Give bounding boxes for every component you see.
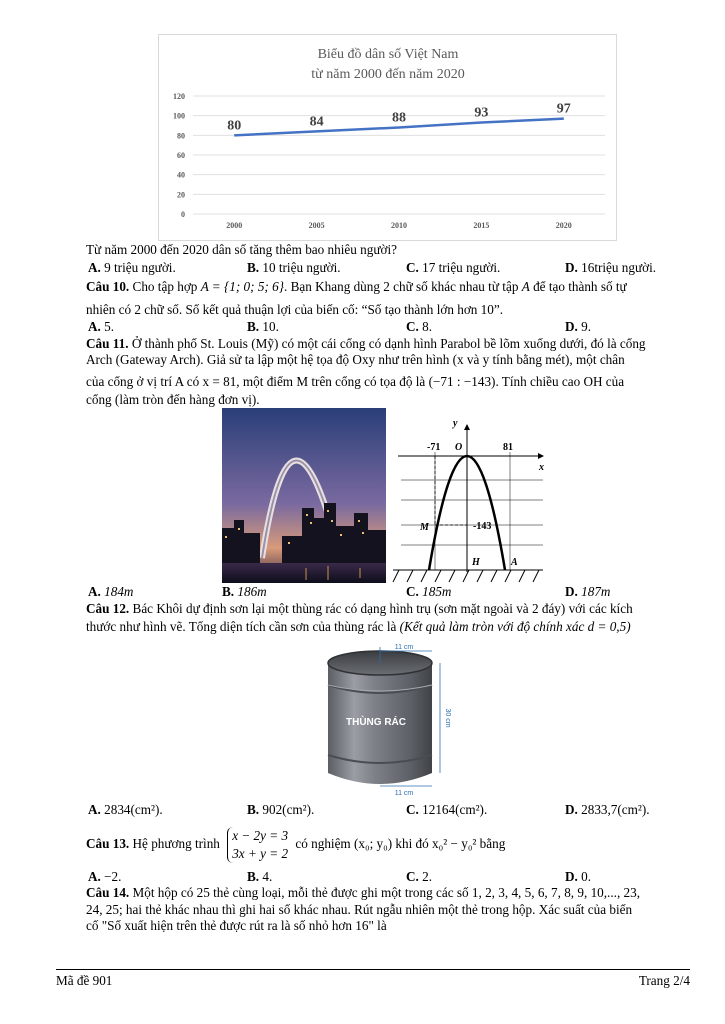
pos81-label: 81 [503, 442, 513, 453]
q9-option-c[interactable]: C. 17 triệu người. [406, 260, 501, 275]
can-label: THÙNG RÁC [346, 717, 406, 728]
x-tick-label: 2015 [473, 221, 490, 230]
population-line-chart [159, 35, 616, 240]
dim-side-label: 30 cm [444, 708, 451, 728]
y-tick-label: 60 [177, 151, 185, 160]
y-tick-label: 0 [181, 210, 185, 219]
page-number: Trang 2/4 [638, 973, 690, 988]
y-axis-label: y [453, 418, 458, 429]
x-tick-label: 2010 [391, 221, 407, 230]
gateway-arch-photo [222, 408, 386, 583]
equation-system: x − 2y = 3 3x + y = 2 [227, 827, 288, 863]
q13-stem: Câu 13. Hệ phương trình x − 2y = 3 3x + y = 2 có nghiệm (x₀; y₀) khi đó x₀² − y₀² bằng [86, 828, 506, 861]
q10-option-a[interactable]: A. 5. [88, 319, 115, 334]
q10-option-b[interactable]: B. 10. [247, 319, 279, 334]
x-tick-label: 2020 [555, 221, 572, 230]
data-label: 97 [556, 101, 571, 117]
x-tick-label: 2000 [226, 221, 243, 230]
y-tick-label: 100 [173, 111, 185, 121]
q12-line2: thước như hình vẽ. Tổng diện tích cần sơn của thùng rác là (Kết quả làm tròn với độ chính xác d = 0,5) [86, 619, 631, 634]
m-label: M [420, 522, 429, 533]
neg143-label: -143 [473, 521, 492, 532]
q12-option-c[interactable]: C. 12164(cm²). [406, 802, 488, 817]
q13-option-c[interactable]: C. 2. [406, 869, 433, 884]
q11-option-a[interactable]: A. 184m [88, 584, 134, 599]
y-tick-label: 80 [177, 131, 185, 141]
q14-line3: cố "Số xuất hiện trên thẻ được rút ra là số nhỏ hơn 16" là [86, 918, 387, 933]
q13-option-a[interactable]: A. −2. [88, 869, 122, 884]
parabola-graph [393, 410, 553, 585]
q13-option-d[interactable]: D. 0. [565, 869, 592, 884]
q14-line2: 24, 25; hai thẻ khác nhau thì ghi hai số khác nhau. Rút ngẫu nhiên một thẻ trong hộp. Xác suất của biến [86, 902, 633, 917]
q11-line3: của cổng ở vị trí A có x = 81, một điểm M trên cổng có tọa độ là (−71 : −143). Tính chiều cao OH của [86, 374, 625, 389]
data-label: 84 [309, 114, 324, 130]
a-label: A [511, 557, 518, 568]
data-label: 88 [392, 110, 406, 126]
q12-option-b[interactable]: B. 902(cm²). [247, 802, 315, 817]
q11-option-b[interactable]: B. 186m [222, 584, 267, 599]
footer-rule [56, 969, 690, 970]
x-tick-label: 2005 [308, 221, 325, 230]
q11-line1: Câu 11. Ở thành phố St. Louis (Mỹ) có một cái cổng có dạnh hình Parabol bề lõm xuống dưới, đó là cổng [86, 336, 646, 351]
q12-line1: Câu 12. Bác Khôi dự định sơn lại một thùng rác có dạng hình trụ (sơn mặt ngoài và 2 đáy) với các kích [86, 601, 633, 616]
q11-option-d[interactable]: D. 187m [565, 584, 611, 599]
q12-option-a[interactable]: A. 2834(cm²). [88, 802, 163, 817]
x-axis-label: x [539, 462, 544, 473]
q11-line2: Arch (Gateway Arch). Giả sử ta lập một hệ tọa độ Oxy như trên hình (x và y tính bằng mét), một chân [86, 352, 625, 367]
q9-option-a[interactable]: A. 9 triệu người. [88, 260, 176, 275]
graph-grid [401, 452, 543, 570]
origin-label: O [455, 442, 463, 453]
q13-option-b[interactable]: B. 4. [247, 869, 273, 884]
q9-stem: Từ năm 2000 đến 2020 dân số tăng thêm bao nhiêu người? [86, 242, 397, 257]
q9-option-d[interactable]: D. 16triệu người. [565, 260, 657, 275]
y-tick-label: 40 [177, 170, 185, 180]
q12-option-d[interactable]: D. 2833,7(cm²). [565, 802, 650, 817]
q11-option-c[interactable]: C. 185m [406, 584, 452, 599]
h-label: H [472, 557, 480, 568]
y-tick-label: 20 [177, 190, 185, 200]
neg71-label: -71 [427, 442, 441, 453]
dim-bottom-label: 11 cm [394, 790, 414, 797]
population-chart [158, 34, 617, 241]
q14-line1: Câu 14. Một hộp có 25 thẻ cùng loại, mỗi thẻ được ghi một trong các số 1, 2, 3, 4, 5, 6, 7, 8, 9, 10,..., 23, [86, 885, 641, 900]
q9-option-b[interactable]: B. 10 triệu người. [247, 260, 341, 275]
dim-top-label: 11 cm [394, 644, 414, 651]
q10-option-c[interactable]: C. 8. [406, 319, 433, 334]
y-tick-label: 120 [173, 92, 185, 101]
q11-line4: cổng (làm tròn đến hàng đơn vị). [86, 392, 260, 407]
q10-line2: nhiên có 2 chữ số. Số kết quả thuận lợi của biến cố: “Số tạo thành lớn hơn 10”. [86, 302, 504, 317]
q10-line1: Câu 10. Cho tập hợp A = {1; 0; 5; 6}. Bạn Khang dùng 2 chữ số khác nhau từ tập A để tạo thành số tự [86, 279, 627, 294]
trash-can-figure [318, 645, 458, 797]
exam-code: Mã đề 901 [56, 973, 113, 988]
ground-hatch [393, 570, 539, 582]
q10-option-d[interactable]: D. 9. [565, 319, 592, 334]
chart-title: Biểu đồ dân số Việt Nam [317, 47, 459, 62]
data-label: 80 [227, 118, 242, 134]
chart-subtitle: từ năm 2000 đến năm 2020 [311, 67, 465, 82]
data-label: 93 [474, 105, 489, 121]
